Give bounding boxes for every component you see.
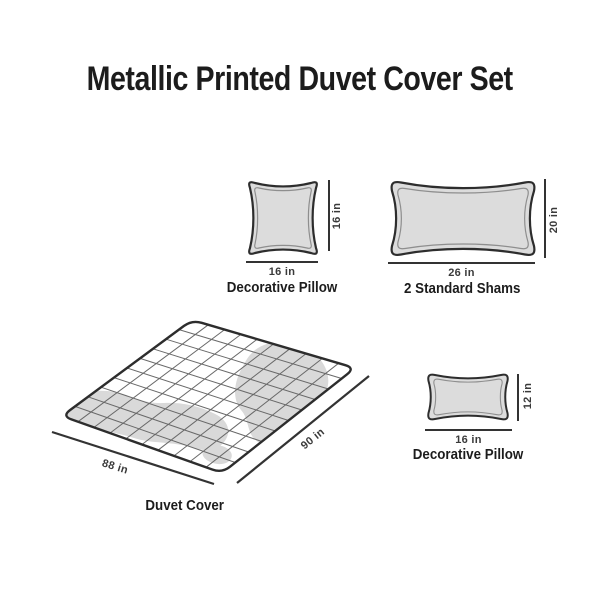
lumbar-pillow-height-line: [517, 374, 519, 421]
duvet-width-label: 88 in: [100, 457, 130, 477]
page-title-text: Metallic Printed Duvet Cover Set: [86, 60, 514, 98]
standard-sham-width-line: [388, 262, 535, 264]
standard-sham-height-line: [544, 179, 546, 258]
square-pillow-width-label: 16 in: [268, 266, 296, 278]
duvet-cover-name: Duvet Cover: [145, 498, 225, 514]
standard-sham-width-label: 26 in: [448, 267, 475, 279]
duvet-length-label: 90 in: [298, 425, 328, 453]
lumbar-pillow-name: Decorative Pillow: [412, 447, 524, 463]
square-pillow-width-line: [246, 261, 318, 263]
lumbar-pillow-shape: [425, 372, 511, 422]
square-pillow-height-line: [328, 180, 330, 251]
square-pillow-height-label: 16 in: [331, 202, 343, 230]
square-pillow-shape: [245, 178, 321, 258]
standard-sham-shape: [388, 178, 538, 259]
lumbar-pillow-height-label: 12 in: [522, 382, 534, 410]
square-pillow-outline: [249, 182, 317, 254]
standard-sham-name: 2 Standard Shams: [403, 281, 521, 297]
lumbar-pillow-width-label: 16 in: [455, 434, 482, 446]
square-pillow-name: Decorative Pillow: [226, 280, 338, 296]
lumbar-pillow-outline: [428, 375, 507, 420]
page-title: [0, 60, 600, 99]
lumbar-pillow-width-line: [425, 429, 512, 431]
standard-sham-height-label: 20 in: [548, 206, 560, 234]
